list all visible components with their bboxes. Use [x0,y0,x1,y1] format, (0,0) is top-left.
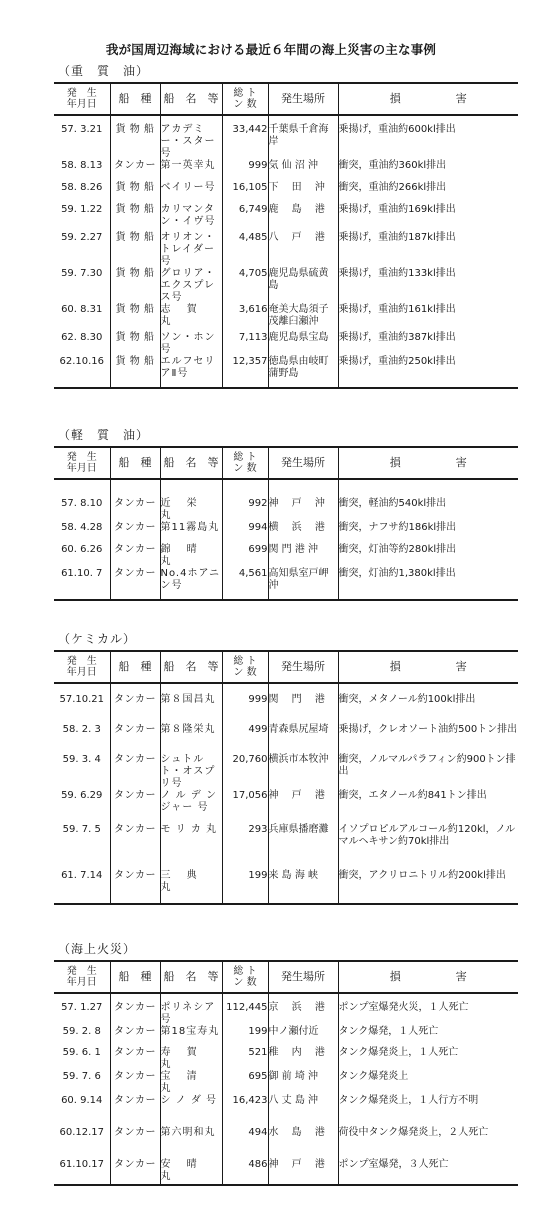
table-row: 59. 7.30 貨 物 船 グロリア・エクスプレス号 4,705 鹿児島県硫黄島 乗揚げ，重油約133kl排出 [54,268,518,304]
table-row: 59. 7. 6 タンカー 宝 清 丸 695 御 前 埼 沖 タンク爆発炎上 [54,1071,518,1095]
section-label-marine-fire: （海上火災） [58,942,137,956]
section-label-chemical: （ケミカル） [58,632,137,646]
table-light-oil [54,446,518,601]
header-tonnage: 総 ト ン 数 [222,961,268,993]
table-row: 59. 2. 8 タンカー 第18宝寿丸 199 中ノ瀬付近 タンク爆発，１人死亡 [54,1026,518,1047]
header-date: 発 生 年月日 [54,651,110,683]
header-place: 発生場所 [268,651,338,683]
table-row: 61.10. 7 タンカー No.4ホアニン号 4,561 高知県室戸岬沖 衝突，灯油約1,380kl排出 [54,568,518,600]
header-damage: 損 害 [338,83,518,115]
header-place: 発生場所 [268,83,338,115]
table-row: 62. 8.30 貨 物 船 ソン・ホン号 7,113 鹿児島県宝島 乗揚げ，重油約387kl排出 [54,332,518,356]
header-tonnage: 総 ト ン 数 [222,447,268,479]
table-row: 61.10.17 タンカー 安 晴 丸 486 神 戸 港 ポンプ室爆発，３人死亡 [54,1159,518,1185]
table-marine-fire [54,960,518,1186]
table-row: 59. 2.27 貨 物 船 オリオン・トレイダー号 4,485 八 戸 港 乗揚げ，重油約187kl排出 [54,232,518,268]
section-label-heavy-oil: （重 質 油） [58,64,150,78]
table-row: 60.12.17 タンカー 第六明和丸 494 水 島 港 荷役中タンク爆発炎上，２人死亡 [54,1127,518,1159]
header-ship-type: 船 種 [110,447,160,479]
table-row: 61. 7.14 タンカー 三 典 丸 199 来 島 海 峡 衝突，アクリロニトリル約200kl排出 [54,870,518,904]
table-row: 59. 6. 1 タンカー 寿 賀 丸 521 稚 内 港 タンク爆発炎上，１人死亡 [54,1047,518,1071]
table-row: 58. 4.28 タンカー 第11霧島丸 994 横 浜 港 衝突，ナフサ約186kl排出 [54,522,518,544]
table-row: 60. 9.14 タンカー シ ノ ダ 号 16,423 八 丈 島 沖 タンク爆発炎上，１人行方不明 [54,1095,518,1127]
header-place: 発生場所 [268,447,338,479]
table-row: 58. 8.26 貨 物 船 ベイリー号 16,105 下 田 沖 衝突，重油約266kl排出 [54,182,518,204]
header-date: 発 生 年月日 [54,447,110,479]
table-row: 60. 8.31 貨 物 船 志 賀 丸 3,616 奄美大島須子茂離臼瀬沖 乗揚げ，重油約161kl排出 [54,304,518,332]
header-ship-name: 船 名 等 [160,447,222,479]
header-place: 発生場所 [268,961,338,993]
header-damage: 損 害 [338,447,518,479]
table-row: 59. 6.29 タンカー ノ ル デ ン ジャー 号 17,056 神 戸 港 衝突，エタノール約841トン排出 [54,790,518,824]
header-date: 発 生 年月日 [54,961,110,993]
table-heavy-oil [54,82,518,389]
table-row: 57. 1.27 タンカー ポリネシア号 112,445 京 浜 港 ポンプ室爆発火災，１人死亡 [54,1002,518,1026]
header-ship-name: 船 名 等 [160,961,222,993]
table-row: 59. 7. 5 タンカー モ リ カ 丸 293 兵庫県播磨灘 イソプロピルアルコール約120kl，ノルマルヘキサン約70kl排出 [54,824,518,870]
table-chemical [54,650,518,905]
header-ship-name: 船 名 等 [160,651,222,683]
header-damage: 損 害 [338,651,518,683]
header-ship-type: 船 種 [110,651,160,683]
header-tonnage: 総 ト ン 数 [222,83,268,115]
header-ship-name: 船 名 等 [160,83,222,115]
page-title: 我が国周辺海域における最近６年間の海上災害の主な事例 [105,42,437,57]
header-ship-type: 船 種 [110,961,160,993]
header-damage: 損 害 [338,961,518,993]
header-tonnage: 総 ト ン 数 [222,651,268,683]
section-label-light-oil: （軽 質 油） [58,428,150,442]
header-date: 発 生 年月日 [54,83,110,115]
table-row: 60. 6.26 タンカー 錦 晴 丸 699 関 門 港 沖 衝突，灯油等約280kl排出 [54,544,518,568]
table-row: 59. 1.22 貨 物 船 カリマンタン・イヴ号 6,749 鹿 島 港 乗揚げ，重油約169kl排出 [54,204,518,232]
table-row: 58. 8.13 タンカー 第一英幸丸 999 気 仙 沼 沖 衝突，重油約360kl排出 [54,160,518,182]
table-row: 58. 2. 3 タンカー 第８隆栄丸 499 青森県尻屋埼 乗揚げ，クレオソート油約500トン排出 [54,724,518,754]
table-row: 57. 8.10 タンカー 近 栄 丸 992 神 戸 沖 衝突，軽油約540kl排出 [54,498,518,522]
header-ship-type: 船 種 [110,83,160,115]
table-row: 57.10.21 タンカー 第８国昌丸 999 関 門 港 衝突，メタノール約100kl排出 [54,694,518,724]
table-row: 59. 3. 4 タンカー シュトルト・オスプリ号 20,760 横浜市本牧沖 衝突，ノルマルパラフィン約900トン排出 [54,754,518,790]
table-row: 62.10.16 貨 物 船 エルフセリアⅡ号 12,357 徳島県由岐町蒲野島 乗揚げ，重油約250kl排出 [54,356,518,388]
table-row: 57. 3.21 貨 物 船 アカデミー・スター号 33,442 千葉県千倉海岸 乗揚げ，重油約600kl排出 [54,124,518,160]
